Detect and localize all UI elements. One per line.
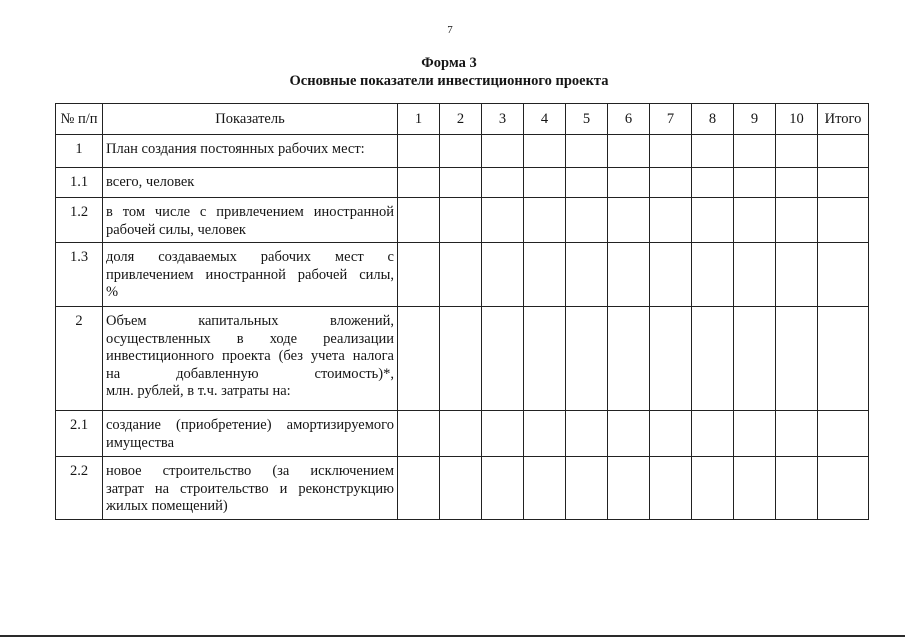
row-number: 1.1: [56, 168, 103, 198]
table-row: [56, 198, 869, 243]
value-cell-year-2: [440, 411, 482, 457]
indicator-text-line: создание (приобретение) амортизируемого: [106, 417, 394, 433]
value-cell-year-3: [482, 168, 524, 198]
form-label: Форма 3: [421, 55, 477, 71]
value-cell-year-7: [650, 243, 692, 307]
value-cell-year-2: [440, 168, 482, 198]
value-cell-year-3: [482, 243, 524, 307]
indicator-cell: [103, 411, 398, 457]
value-cell-year-5: [566, 168, 608, 198]
value-cell-year-4: [524, 168, 566, 198]
value-cell-year-3: [482, 457, 524, 520]
value-cell-year-3: [482, 411, 524, 457]
header-row-number: № п/п: [56, 104, 103, 135]
value-cell-year-6: [608, 307, 650, 411]
row-number: 1.2: [56, 198, 103, 243]
header-year-6: 6: [608, 104, 650, 135]
value-cell-year-2: [440, 457, 482, 520]
value-cell-year-2: [440, 243, 482, 307]
row-number: 2: [56, 307, 103, 411]
value-cell-year-10: [776, 243, 818, 307]
value-cell-year-6: [608, 198, 650, 243]
value-cell-year-7: [650, 135, 692, 168]
value-cell-year-9: [734, 198, 776, 243]
value-cell-year-8: [692, 243, 734, 307]
value-cell-year-10: [776, 457, 818, 520]
total-cell: [818, 457, 869, 520]
value-cell-year-9: [734, 243, 776, 307]
value-cell-year-9: [734, 135, 776, 168]
table-row: [56, 457, 869, 520]
table-row: [56, 243, 869, 307]
value-cell-year-5: [566, 307, 608, 411]
value-cell-year-1: [398, 457, 440, 520]
value-cell-year-5: [566, 457, 608, 520]
value-cell-year-4: [524, 307, 566, 411]
value-cell-year-2: [440, 135, 482, 168]
table-row: [56, 307, 869, 411]
header-year-4: 4: [524, 104, 566, 135]
value-cell-year-1: [398, 168, 440, 198]
indicator-text-line: инвестиционного проекта (без учета налога: [106, 348, 394, 364]
indicators-table: [55, 103, 869, 520]
row-number: 2.1: [56, 411, 103, 457]
value-cell-year-8: [692, 198, 734, 243]
row-number: 2.2: [56, 457, 103, 520]
indicator-text-line: млн. рублей, в т.ч. затраты на:: [106, 383, 291, 399]
value-cell-year-6: [608, 411, 650, 457]
indicator-text-line: новое строительство (за исключением: [106, 463, 394, 479]
value-cell-year-4: [524, 198, 566, 243]
table-header-row: [56, 104, 869, 135]
indicator-cell: [103, 168, 398, 198]
indicator-text-line: рабочей силы, человек: [106, 221, 246, 238]
indicator-text-line: План создания постоянных рабочих мест:: [106, 141, 365, 157]
value-cell-year-8: [692, 307, 734, 411]
value-cell-year-4: [524, 135, 566, 168]
total-cell: [818, 411, 869, 457]
value-cell-year-9: [734, 168, 776, 198]
indicator-text-line: Объем капитальных вложений,: [106, 313, 394, 329]
value-cell-year-10: [776, 198, 818, 243]
value-cell-year-1: [398, 411, 440, 457]
value-cell-year-1: [398, 243, 440, 307]
row-number: 1: [56, 135, 103, 168]
value-cell-year-8: [692, 411, 734, 457]
value-cell-year-1: [398, 198, 440, 243]
indicator-text-line: на добавленную стоимость)*,: [106, 365, 394, 382]
value-cell-year-8: [692, 135, 734, 168]
header-total: Итого: [818, 104, 869, 135]
value-cell-year-3: [482, 135, 524, 168]
indicator-text-line: привлечением иностранной рабочей силы,: [106, 266, 394, 283]
header-year-8: 8: [692, 104, 734, 135]
table-row: [56, 135, 869, 168]
value-cell-year-10: [776, 168, 818, 198]
total-cell: [818, 307, 869, 411]
value-cell-year-4: [524, 411, 566, 457]
header-year-7: 7: [650, 104, 692, 135]
indicator-text-line: жилых помещений): [106, 498, 228, 514]
value-cell-year-10: [776, 411, 818, 457]
value-cell-year-4: [524, 457, 566, 520]
value-cell-year-1: [398, 135, 440, 168]
page-number: 7: [447, 24, 453, 36]
value-cell-year-9: [734, 307, 776, 411]
indicator-text-line: затрат на строительство и реконструкцию: [106, 480, 394, 497]
header-year-10: 10: [776, 104, 818, 135]
value-cell-year-5: [566, 243, 608, 307]
value-cell-year-3: [482, 307, 524, 411]
value-cell-year-8: [692, 457, 734, 520]
header-indicator: Показатель: [103, 104, 398, 135]
indicator-cell: [103, 135, 398, 168]
indicator-text-line: %: [106, 284, 119, 300]
table-row: [56, 168, 869, 198]
value-cell-year-10: [776, 307, 818, 411]
value-cell-year-6: [608, 168, 650, 198]
value-cell-year-8: [692, 168, 734, 198]
value-cell-year-9: [734, 411, 776, 457]
header-year-9: 9: [734, 104, 776, 135]
header-year-2: 2: [440, 104, 482, 135]
value-cell-year-9: [734, 457, 776, 520]
value-cell-year-7: [650, 307, 692, 411]
value-cell-year-7: [650, 198, 692, 243]
scan-bottom-edge: [0, 635, 905, 637]
indicator-cell: [103, 243, 398, 307]
row-number: 1.3: [56, 243, 103, 307]
indicator-text-line: имущества: [106, 434, 175, 451]
total-cell: [818, 243, 869, 307]
value-cell-year-1: [398, 307, 440, 411]
value-cell-year-7: [650, 168, 692, 198]
indicator-text-line: осуществленных в ходе реализации: [106, 330, 394, 347]
value-cell-year-3: [482, 198, 524, 243]
header-year-1: 1: [398, 104, 440, 135]
value-cell-year-6: [608, 135, 650, 168]
indicator-text-line: доля создаваемых рабочих мест с: [106, 249, 394, 265]
value-cell-year-6: [608, 243, 650, 307]
indicator-cell: [103, 457, 398, 520]
total-cell: [818, 198, 869, 243]
value-cell-year-10: [776, 135, 818, 168]
table-row: [56, 411, 869, 457]
value-cell-year-4: [524, 243, 566, 307]
indicator-text-line: в том числе с привлечением иностранной: [106, 204, 394, 220]
table-body: [56, 135, 869, 520]
indicator-text-line: всего, человек: [106, 174, 195, 190]
value-cell-year-7: [650, 411, 692, 457]
header-year-3: 3: [482, 104, 524, 135]
indicator-cell: [103, 307, 398, 411]
value-cell-year-5: [566, 135, 608, 168]
indicator-cell: [103, 198, 398, 243]
value-cell-year-5: [566, 198, 608, 243]
value-cell-year-2: [440, 307, 482, 411]
total-cell: [818, 168, 869, 198]
document-title: Основные показатели инвестиционного проекта: [289, 73, 609, 89]
header-year-5: 5: [566, 104, 608, 135]
value-cell-year-7: [650, 457, 692, 520]
value-cell-year-6: [608, 457, 650, 520]
value-cell-year-5: [566, 411, 608, 457]
value-cell-year-2: [440, 198, 482, 243]
total-cell: [818, 135, 869, 168]
